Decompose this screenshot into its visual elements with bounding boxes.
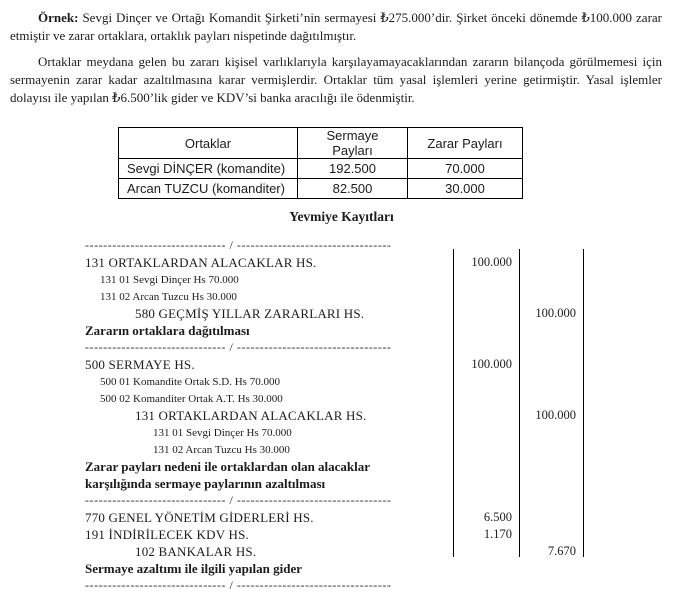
debit-amount: 6.500	[483, 510, 512, 524]
account-label: 580 GEÇMİŞ YILLAR ZARARLARI HS.	[135, 305, 365, 321]
journal-title: Yevmiye Kayıtları	[289, 209, 394, 224]
journal-separator: ------------------------------- / ----------------------------------	[85, 238, 392, 252]
account-label: 131 ORTAKLARDAN ALACAKLAR HS.	[135, 407, 367, 423]
subaccount-label: 131 01 Sevgi Dinçer Hs 70.000	[153, 426, 292, 439]
journal-account-row	[85, 407, 583, 424]
journal-note: Sermaye azaltımı ile ilgili yapılan gider	[85, 560, 303, 576]
partners-table	[118, 127, 523, 199]
journal-separator-row	[85, 577, 583, 594]
example-text: Sevgi Dinçer ve Ortağı Komandit Şirketi’nin sermayesi ₺275.000’dir. Şirket önceki dönemde ₺100.000 zarar etmiştir ve zarar ortaklara, ortaklık payları nispetinde dağıtılmıştır.	[10, 10, 662, 43]
credit-amount: 7.670	[547, 544, 576, 558]
journal-separator-row	[85, 339, 583, 356]
journal-separator: ------------------------------- / ----------------------------------	[85, 493, 392, 507]
account-label: 102 BANKALAR HS.	[135, 543, 257, 559]
account-label: 770 GENEL YÖNETİM GİDERLERİ HS.	[85, 509, 314, 525]
partners-table-body	[119, 159, 523, 199]
partner-name-cell: Sevgi DİNÇER (komandite)	[119, 159, 298, 179]
journal-subaccount-row	[85, 390, 583, 407]
journal-entries	[85, 237, 583, 594]
journal-note-row	[85, 560, 583, 577]
journal-note: karşılığında sermaye paylarının azaltılması	[85, 475, 326, 491]
amount-cell: 70.000	[408, 159, 523, 179]
amount-cell: 30.000	[408, 179, 523, 199]
table-header-cell: Sermaye Payları	[298, 128, 408, 159]
debit-amount: 1.170	[483, 527, 512, 541]
amount-cell: 192.500	[298, 159, 408, 179]
account-label: 131 ORTAKLARDAN ALACAKLAR HS.	[85, 254, 317, 270]
journal-subaccount-row	[85, 424, 583, 441]
subaccount-label: 131 02 Arcan Tuzcu Hs 30.000	[153, 443, 290, 456]
journal-separator: ------------------------------- / ----------------------------------	[85, 340, 392, 354]
subaccount-label: 131 02 Arcan Tuzcu Hs 30.000	[100, 290, 237, 303]
debit-amount: 100.000	[471, 357, 512, 371]
debit-amount: 100.000	[471, 255, 512, 269]
journal-separator-row	[85, 492, 583, 509]
account-label: 500 SERMAYE HS.	[85, 356, 195, 372]
journal-account-row	[85, 254, 583, 271]
table-header-cell: Ortaklar	[119, 128, 298, 159]
journal-account-row	[85, 509, 583, 526]
amount-cell: 82.500	[298, 179, 408, 199]
credit-amount: 100.000	[535, 306, 576, 320]
credit-amount: 100.000	[535, 408, 576, 422]
journal-right-column-line	[583, 249, 584, 557]
journal-account-row	[85, 305, 583, 322]
example-label: Örnek:	[38, 10, 79, 25]
explanation-paragraph: Ortaklar meydana gelen bu zararı kişisel varlıklarıyla karşılayamayacaklarından zararın bilançoda görülmemesi için sermayenin zarar kadar azaltılmasına karar vermişlerdir. Ortaklar tüm yasal işlemleri yerine getirmiştir. Yasal işlemler dolayısı ile yapılan ₺6.500’lik gider ve KDV’si banka aracılığı ile ödenmiştir.	[10, 54, 662, 105]
table-row	[119, 179, 523, 199]
table-header-cell: Zarar Payları	[408, 128, 523, 159]
journal-note: Zarar payları nedeni ile ortaklardan olan alacaklar	[85, 458, 371, 474]
journal-subaccount-row	[85, 271, 583, 288]
table-row	[119, 159, 523, 179]
subaccount-label: 131 01 Sevgi Dinçer Hs 70.000	[100, 273, 239, 286]
journal-subaccount-row	[85, 373, 583, 390]
journal-subaccount-row	[85, 288, 583, 305]
journal-note-row	[85, 475, 583, 492]
journal-separator: ------------------------------- / ----------------------------------	[85, 578, 392, 592]
journal-account-row	[85, 543, 583, 560]
account-label: 191 İNDİRİLECEK KDV HS.	[85, 526, 249, 542]
partners-table-header-row	[119, 128, 523, 159]
journal-account-row	[85, 356, 583, 373]
subaccount-label: 500 02 Komanditer Ortak A.T. Hs 30.000	[100, 392, 283, 405]
journal-note-row	[85, 322, 583, 339]
journal-note: Zararın ortaklara dağıtılması	[85, 322, 250, 338]
partner-name-cell: Arcan TUZCU (komanditer)	[119, 179, 298, 199]
journal-separator-row	[85, 237, 583, 254]
journal-debit-column-line	[453, 249, 454, 557]
journal-credit-column-line	[519, 249, 520, 557]
journal-account-row	[85, 526, 583, 543]
subaccount-label: 500 01 Komandite Ortak S.D. Hs 70.000	[100, 375, 280, 388]
journal-note-row	[85, 458, 583, 475]
intro-paragraph	[10, 9, 662, 45]
journal-subaccount-row	[85, 441, 583, 458]
